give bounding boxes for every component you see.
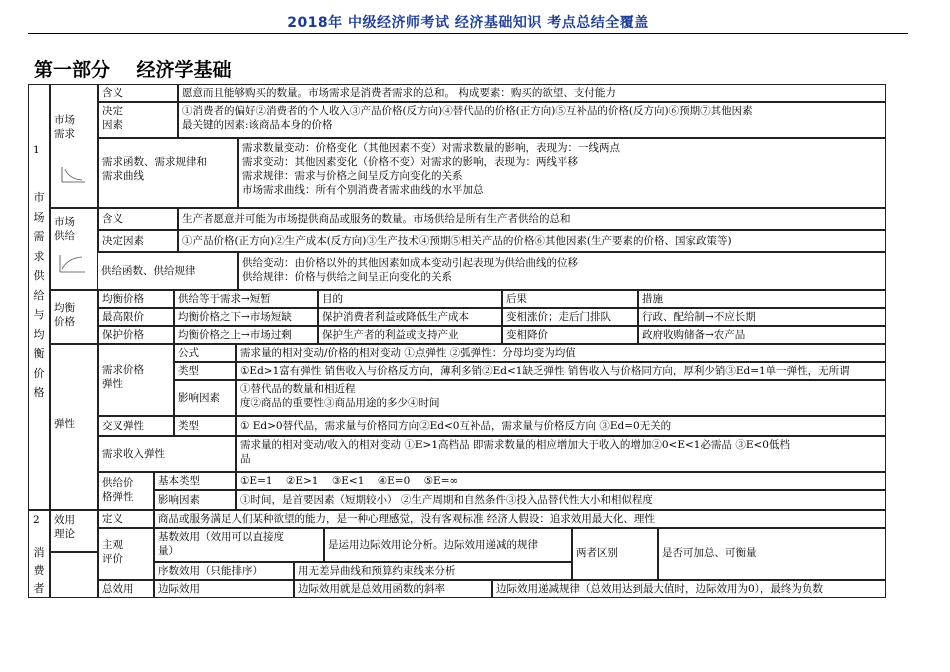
- sec1-char: 求: [33, 249, 45, 263]
- eq-r1-c3: 变相涨价；走后门排队: [502, 308, 638, 326]
- supply-function-line-2: 供给规律：价格与供给之间呈正向变化的关系: [242, 271, 452, 283]
- demand-hanyi-text: 愿意而且能够购买的数量。市场需求是消费者需求的总和。 构成要素：购买的欲望、支付能力: [178, 84, 886, 102]
- eq-r0-c2: 目的: [318, 290, 502, 308]
- cross-type-label: 类型: [174, 416, 236, 436]
- section-2-vertical-title: [30, 544, 48, 598]
- sec1-char: 均: [33, 327, 45, 341]
- sec2-char: 者: [33, 582, 45, 595]
- section-1-number: 1: [33, 144, 40, 156]
- demand-function-line-1: 需求数量变动：价格变化（其他因素不变）对需求数量的影响，表现为：一线两点: [242, 142, 620, 154]
- supply-jueding-text: ①产品价格(正方向)②生产成本(反方向)③生产技术④预期⑤相关产品的价格⑥其他因素(生产要素的价格、国家政策等): [178, 230, 886, 252]
- demand-function-cell: [238, 138, 886, 208]
- supply-factor-text: ①时间，是首要因素（短期较小） ②生产周期和自然条件③投入品替代性大小和相似程度: [236, 490, 886, 510]
- equilibrium-label-cell: 均衡 价格: [50, 290, 98, 344]
- marginal-utility-text: 边际效用就是总效用函数的斜率: [294, 580, 492, 598]
- sec1-char: 场: [33, 210, 45, 224]
- type-text: ①Ed>1富有弹性 销售收入与价格反方向，薄利多销②Ed<1缺乏弹性 销售收入与价格同方向，厚利少销③Ed=1单一弹性，无所谓: [236, 362, 886, 380]
- sec1-char: 供: [33, 269, 45, 282]
- demand-function-line-3: 需求规律：需求与价格之间呈反方向变化的关系: [242, 170, 463, 182]
- eq-r1-c0: 最高限价: [98, 308, 174, 326]
- income-line-2: 品: [240, 453, 251, 465]
- utility-label-cell: 效用 理论: [50, 510, 98, 552]
- demand-jueding-cell: [178, 102, 886, 138]
- sec1-char: 给: [33, 288, 45, 302]
- sec1-char: 衡: [33, 347, 45, 360]
- sec1-char: 格: [33, 386, 45, 399]
- def-text: 商品或服务满足人们某种欲望的能力，是一种心理感觉，没有客观标准 经济人假设：追求效用最大化、理性: [154, 510, 886, 528]
- demand-function-label: 需求函数、需求规律和 需求曲线: [98, 138, 238, 208]
- cross-text: ① Ed>0替代品，需求量与价格同方向②Ed<0互补品，需求量与价格反方向 ③Ed=0无关的: [236, 416, 886, 436]
- sec1-char: 市: [33, 191, 45, 204]
- header-divider: [28, 33, 908, 34]
- subjective-label: 主观 评价: [98, 528, 154, 580]
- ordinal-label: 序数效用（只能排序）: [154, 562, 294, 580]
- demand-label-cell: 市场 需求: [50, 84, 98, 208]
- demand-function-line-2: 需求变动：其他因素变化（价格不变）对需求的影响，表现为：两线平移: [242, 156, 578, 168]
- diff-text: 是否可加总、可衡量: [658, 528, 886, 580]
- elasticity-label-cell: 弹性: [50, 344, 98, 510]
- sec2-char: 费: [33, 564, 45, 577]
- document-header-title: 2018年 中级经济师考试 经济基础知识 考点总结全覆盖: [287, 15, 649, 31]
- sec2-char: 消: [33, 546, 45, 559]
- income-cell: [236, 436, 886, 472]
- eq-r0-c0: 均衡价格: [98, 290, 174, 308]
- demand-hanyi-label: 含义: [98, 84, 178, 102]
- eq-r1-c4: 行政、配给制→不应长期: [638, 308, 886, 326]
- factor-line-2: 度②商品的重要性③商品用途的多少④时间: [240, 397, 440, 409]
- utility-lower-cell: [50, 552, 98, 598]
- diminishing-text: 边际效用递减规律（总效用达到最大值时，边际效用为0），最终为负数: [492, 580, 886, 598]
- section-1-vertical-title: [30, 188, 48, 403]
- cardinal-label: 基数效用（效用可以直接度 量）: [154, 528, 324, 562]
- eq-r2-c0: 保护价格: [98, 326, 174, 344]
- demand-jueding-line-2: 最关键的因素:该商品本身的价格: [182, 119, 333, 131]
- cardinal-text: 是运用边际效用论分析。边际效用递减的规律: [324, 528, 572, 562]
- supply-jueding-label: 决定因素: [98, 230, 178, 252]
- price-elasticity-label: 需求价格 弹性: [98, 344, 174, 416]
- section-2-number: 2: [33, 514, 40, 526]
- diff-label: 两者区别: [572, 528, 658, 580]
- eq-r2-c3: 变相降价: [502, 326, 638, 344]
- demand-jueding-line-1: ①消费者的偏好②消费者的个人收入③产品价格(反方向)④替代品的价格(正方向)⑤互补品的价格(反方向)⑥预期⑦其他因素: [182, 105, 753, 117]
- supply-label-cell: 市场 供给: [50, 208, 98, 290]
- formula-text: 需求量的相对变动/价格的相对变动 ①点弹性 ②弧弹性：分母均变为均值: [236, 344, 886, 362]
- eq-r0-c4: 措施: [638, 290, 886, 308]
- supply-function-line-1: 供给变动：由价格以外的其他因素如成本变动引起表现为供给曲线的位移: [242, 257, 578, 269]
- factor-label: 影响因素: [174, 380, 236, 416]
- demand-function-line-4: 市场需求曲线：所有个别消费者需求曲线的水平加总: [242, 184, 484, 196]
- ordinal-text: 用无差异曲线和预算约束线来分析: [294, 562, 572, 580]
- marginal-utility-label: 边际效用: [154, 580, 294, 598]
- sec1-char: 需: [33, 230, 45, 243]
- supply-function-cell: [238, 252, 886, 290]
- factor-line-1: ①替代品的数量和相近程: [240, 383, 356, 395]
- supply-function-label: 供给函数、供给规律: [98, 252, 238, 290]
- type-label: 类型: [174, 362, 236, 380]
- supply-factor-label: 影响因素: [154, 490, 236, 510]
- eq-r1-c1: 均衡价格之下→市场短缺: [174, 308, 318, 326]
- supply-curve-icon: [58, 254, 86, 274]
- basic-type-text: ①E=1 ②E>1 ③E<1 ④E=0 ⑤E=∞: [236, 472, 886, 490]
- sec1-char: 价: [33, 366, 45, 380]
- demand-curve-icon: [60, 166, 86, 184]
- eq-r0-c3: 后果: [502, 290, 638, 308]
- income-line-1: 需求量的相对变动/收入的相对变动 ①E>1高档品 即需求数量的相应增加大于收入的增加②0<E<1必需品 ③E<0低档: [240, 439, 790, 451]
- income-elasticity-label: 需求收入弹性: [98, 436, 236, 472]
- eq-r2-c4: 政府收购储备→农产品: [638, 326, 886, 344]
- part-title: 第一部分 经济学基础: [34, 59, 232, 81]
- eq-r1-c2: 保护消费者利益或降低生产成本: [318, 308, 502, 326]
- eq-r2-c1: 均衡价格之上→市场过剩: [174, 326, 318, 344]
- cross-elasticity-label: 交叉弹性: [98, 416, 174, 436]
- def-label: 定义: [98, 510, 154, 528]
- supply-hanyi-text: 生产者愿意并可能为市场提供商品或服务的数量。市场供给是所有生产者供给的总和: [178, 208, 886, 230]
- factor-cell: [236, 380, 886, 416]
- formula-label: 公式: [174, 344, 236, 362]
- supply-hanyi-label: 含义: [98, 208, 178, 230]
- demand-jueding-label: 决定 因素: [98, 102, 178, 138]
- eq-r0-c1: 供给等于需求→短暂: [174, 290, 318, 308]
- sec1-char: 与: [33, 308, 45, 321]
- total-utility-label: 总效用: [98, 580, 154, 598]
- eq-r2-c2: 保护生产者的利益或支持产业: [318, 326, 502, 344]
- basic-type-label: 基本类型: [154, 472, 236, 490]
- supply-elasticity-label: 供给价 格弹性: [98, 472, 154, 510]
